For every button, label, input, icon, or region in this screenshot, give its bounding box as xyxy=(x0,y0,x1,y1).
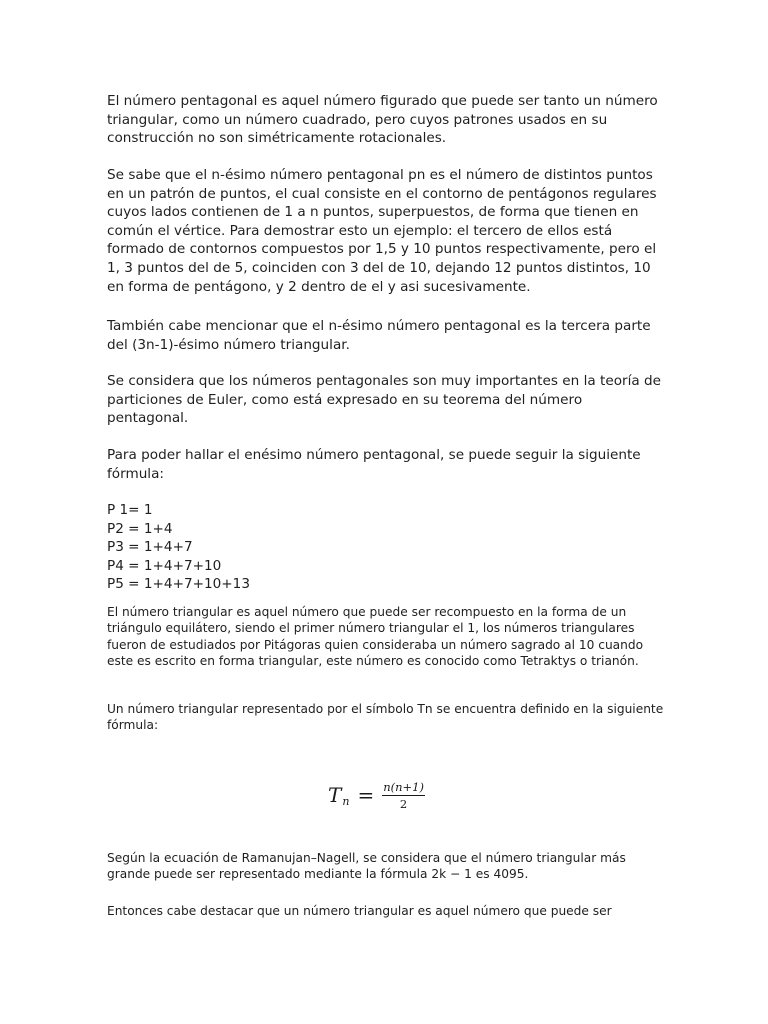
equation-lhs-subscript: n xyxy=(342,794,350,808)
formula-line: P5 = 1+4+7+10+13 xyxy=(107,576,250,593)
triangular-number-equation xyxy=(328,778,425,812)
paragraph-pentagonal-definition: El número pentagonal es aquel número figurado que puede ser tanto un número triangular, como un número cuadrado, pero cuyos patrones usados en su construcción no son simétricamente rotacionales. xyxy=(107,93,658,147)
formula-line: P2 = 1+4 xyxy=(107,520,173,537)
equation-equals-sign: = xyxy=(357,783,375,807)
paragraph-triangular-definition: El número triangular es aquel número que puede ser recompuesto en la forma de un triángulo equilátero, siendo el primer número triangular el 1, los números triangulares fueron de estudiados por Pitágoras quien consideraba un número sagrado al 10 cuando este es escrito en forma triangular, este número es conocido como Tetraktys o trianón. xyxy=(107,605,644,668)
formula-line: P4 = 1+4+7+10 xyxy=(107,557,222,574)
paragraph-pentagonal-triangular-relation: También cabe mencionar que el n-ésimo número pentagonal es la tercera parte del (3n-1)-ésimo número triangular. xyxy=(107,318,651,353)
equation-denominator: 2 xyxy=(399,796,408,811)
paragraph-euler-partitions: Se considera que los números pentagonales son muy importantes en la teoría de particiones de Euler, como está expresado en su teorema del número pentagonal. xyxy=(107,373,662,427)
paragraph-closing-fragment: Entonces cabe destacar que un número triangular es aquel número que puede ser xyxy=(107,904,612,918)
formula-line: P 1= 1 xyxy=(107,502,153,518)
paragraph-formula-intro: Para poder hallar el enésimo número pentagonal, se puede seguir la siguiente fórmula: xyxy=(107,447,641,482)
paragraph-ramanujan-nagell: Según la ecuación de Ramanujan–Nagell, se considera que el número triangular más grande puede ser representado mediante la fórmula 2k − 1 es 4095. xyxy=(107,851,626,882)
paragraph-pentagonal-pattern: Se sabe que el n-ésimo número pentagonal pn es el número de distintos puntos en un patrón de puntos, el cual consiste en el contorno de pentágonos regulares cuyos lados contienen de 1 a n puntos, superpuestos, de forma que tienen en común el vértice. Para demostrar esto un ejemplo: el tercero de ellos está formado de contornos compuestos por 1,5 y 10 puntos respectivamente, pero el 1, 3 puntos del de 5, coinciden con 3 del de 10, dejando 12 puntos distintos, 10 en forma de pentágono, y 2 dentro de el y asi sucesivamente. xyxy=(107,167,657,295)
equation-numerator: n(n+1) xyxy=(383,779,424,794)
pentagonal-formula-list xyxy=(107,501,407,594)
equation-lhs: T xyxy=(328,783,342,807)
equation-fraction xyxy=(382,780,425,811)
paragraph-triangular-formula-intro: Un número triangular representado por el símbolo Tn se encuentra definido en la siguiente fórmula: xyxy=(107,702,664,733)
formula-line: P3 = 1+4+7 xyxy=(107,539,193,556)
